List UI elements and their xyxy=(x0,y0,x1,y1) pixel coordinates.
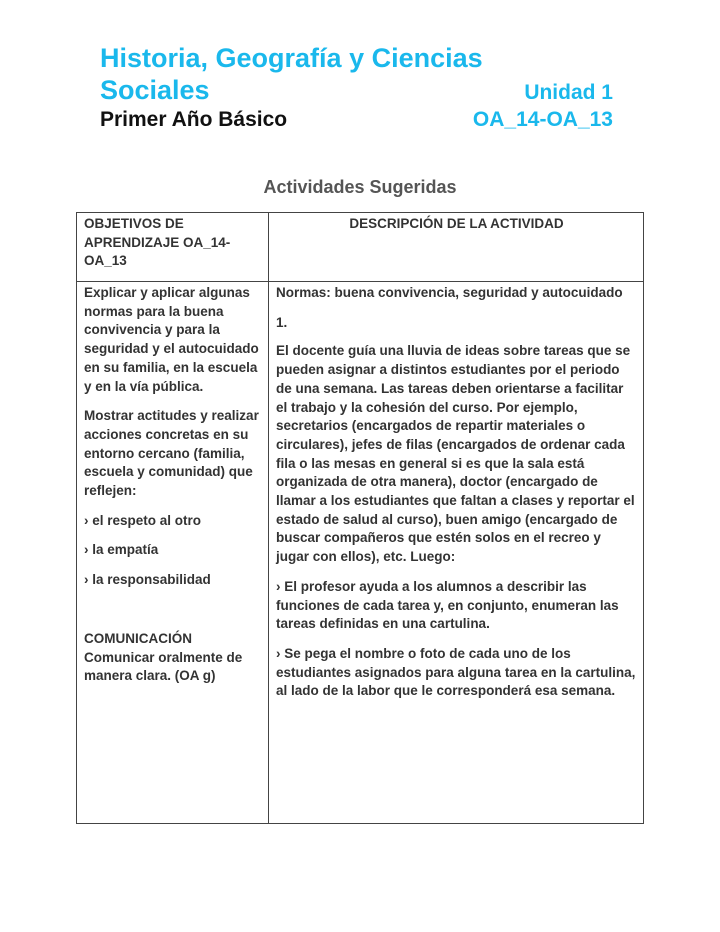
objective-item: › la responsabilidad xyxy=(84,572,211,588)
objectives-header: OBJETIVOS DE APRENDIZAJE OA_14-OA_13 xyxy=(77,213,269,282)
activity-paragraph: › El profesor ayuda a los alumnos a describir las funciones de cada tarea y, en conjunto, enumeran las tareas definidas en una cartulina. xyxy=(276,578,619,632)
communication-title: COMUNICACIÓN xyxy=(84,630,192,646)
objective-item: › el respeto al otro xyxy=(84,512,202,528)
activities-table xyxy=(76,212,644,824)
section-title: Actividades Sugeridas xyxy=(263,177,457,197)
grade-label: Primer Año Básico xyxy=(100,108,288,131)
activity-cell xyxy=(269,282,644,824)
table-row xyxy=(77,282,644,824)
objective-item: › la empatía xyxy=(84,542,159,558)
communication-text: Comunicar oralmente de manera clara. (OA g) xyxy=(84,649,243,684)
activity-paragraph: El docente guía una lluvia de ideas sobre tareas que se pueden asignar a distintos estudiantes por el periodo de una semana. Las tareas deben orientarse a facilitar el trabajo y la cohesión del curso. Por ejemplo, secretarios (encargados de repartir materiales o circulares), jefes de filas (encargados de ordenar cada fila o las mesas en general si es que la sala está organizada de otra manera), doctor (encargado de llamar a los estudiantes que faltan a clases y reportar el estado de salud al curso), buen amigo (encargado de buscar compañeros que estén solos en el recreo y jugar con ellos), etc. Luego: xyxy=(276,343,635,565)
oa-codes: OA_14-OA_13 xyxy=(472,108,613,131)
objective-1: Explicar y aplicar algunas normas para la buena convivencia y para la seguridad y el autocuidado en su familia, en la escuela y en la vía pública. xyxy=(84,285,259,394)
activity-number: 1. xyxy=(276,314,288,330)
activity-title: Normas: buena convivencia, seguridad y autocuidado xyxy=(276,285,623,300)
objective-2: Mostrar actitudes y realizar acciones concretas en su entorno cercano (familia, escuela y comunidad) que reflejen: xyxy=(84,408,259,499)
objectives-cell xyxy=(77,282,269,824)
activity-paragraph: › Se pega el nombre o foto de cada uno de los estudiantes asignados para alguna tarea en la cartulina, al lado de la labor que le corresponderá esa semana. xyxy=(276,645,636,699)
description-header: DESCRIPCIÓN DE LA ACTIVIDAD xyxy=(269,213,644,282)
subject-title: Historia, Geografía y Ciencias Sociales xyxy=(100,43,483,105)
unit-label: Unidad 1 xyxy=(524,81,613,104)
table-header-row xyxy=(77,213,644,282)
